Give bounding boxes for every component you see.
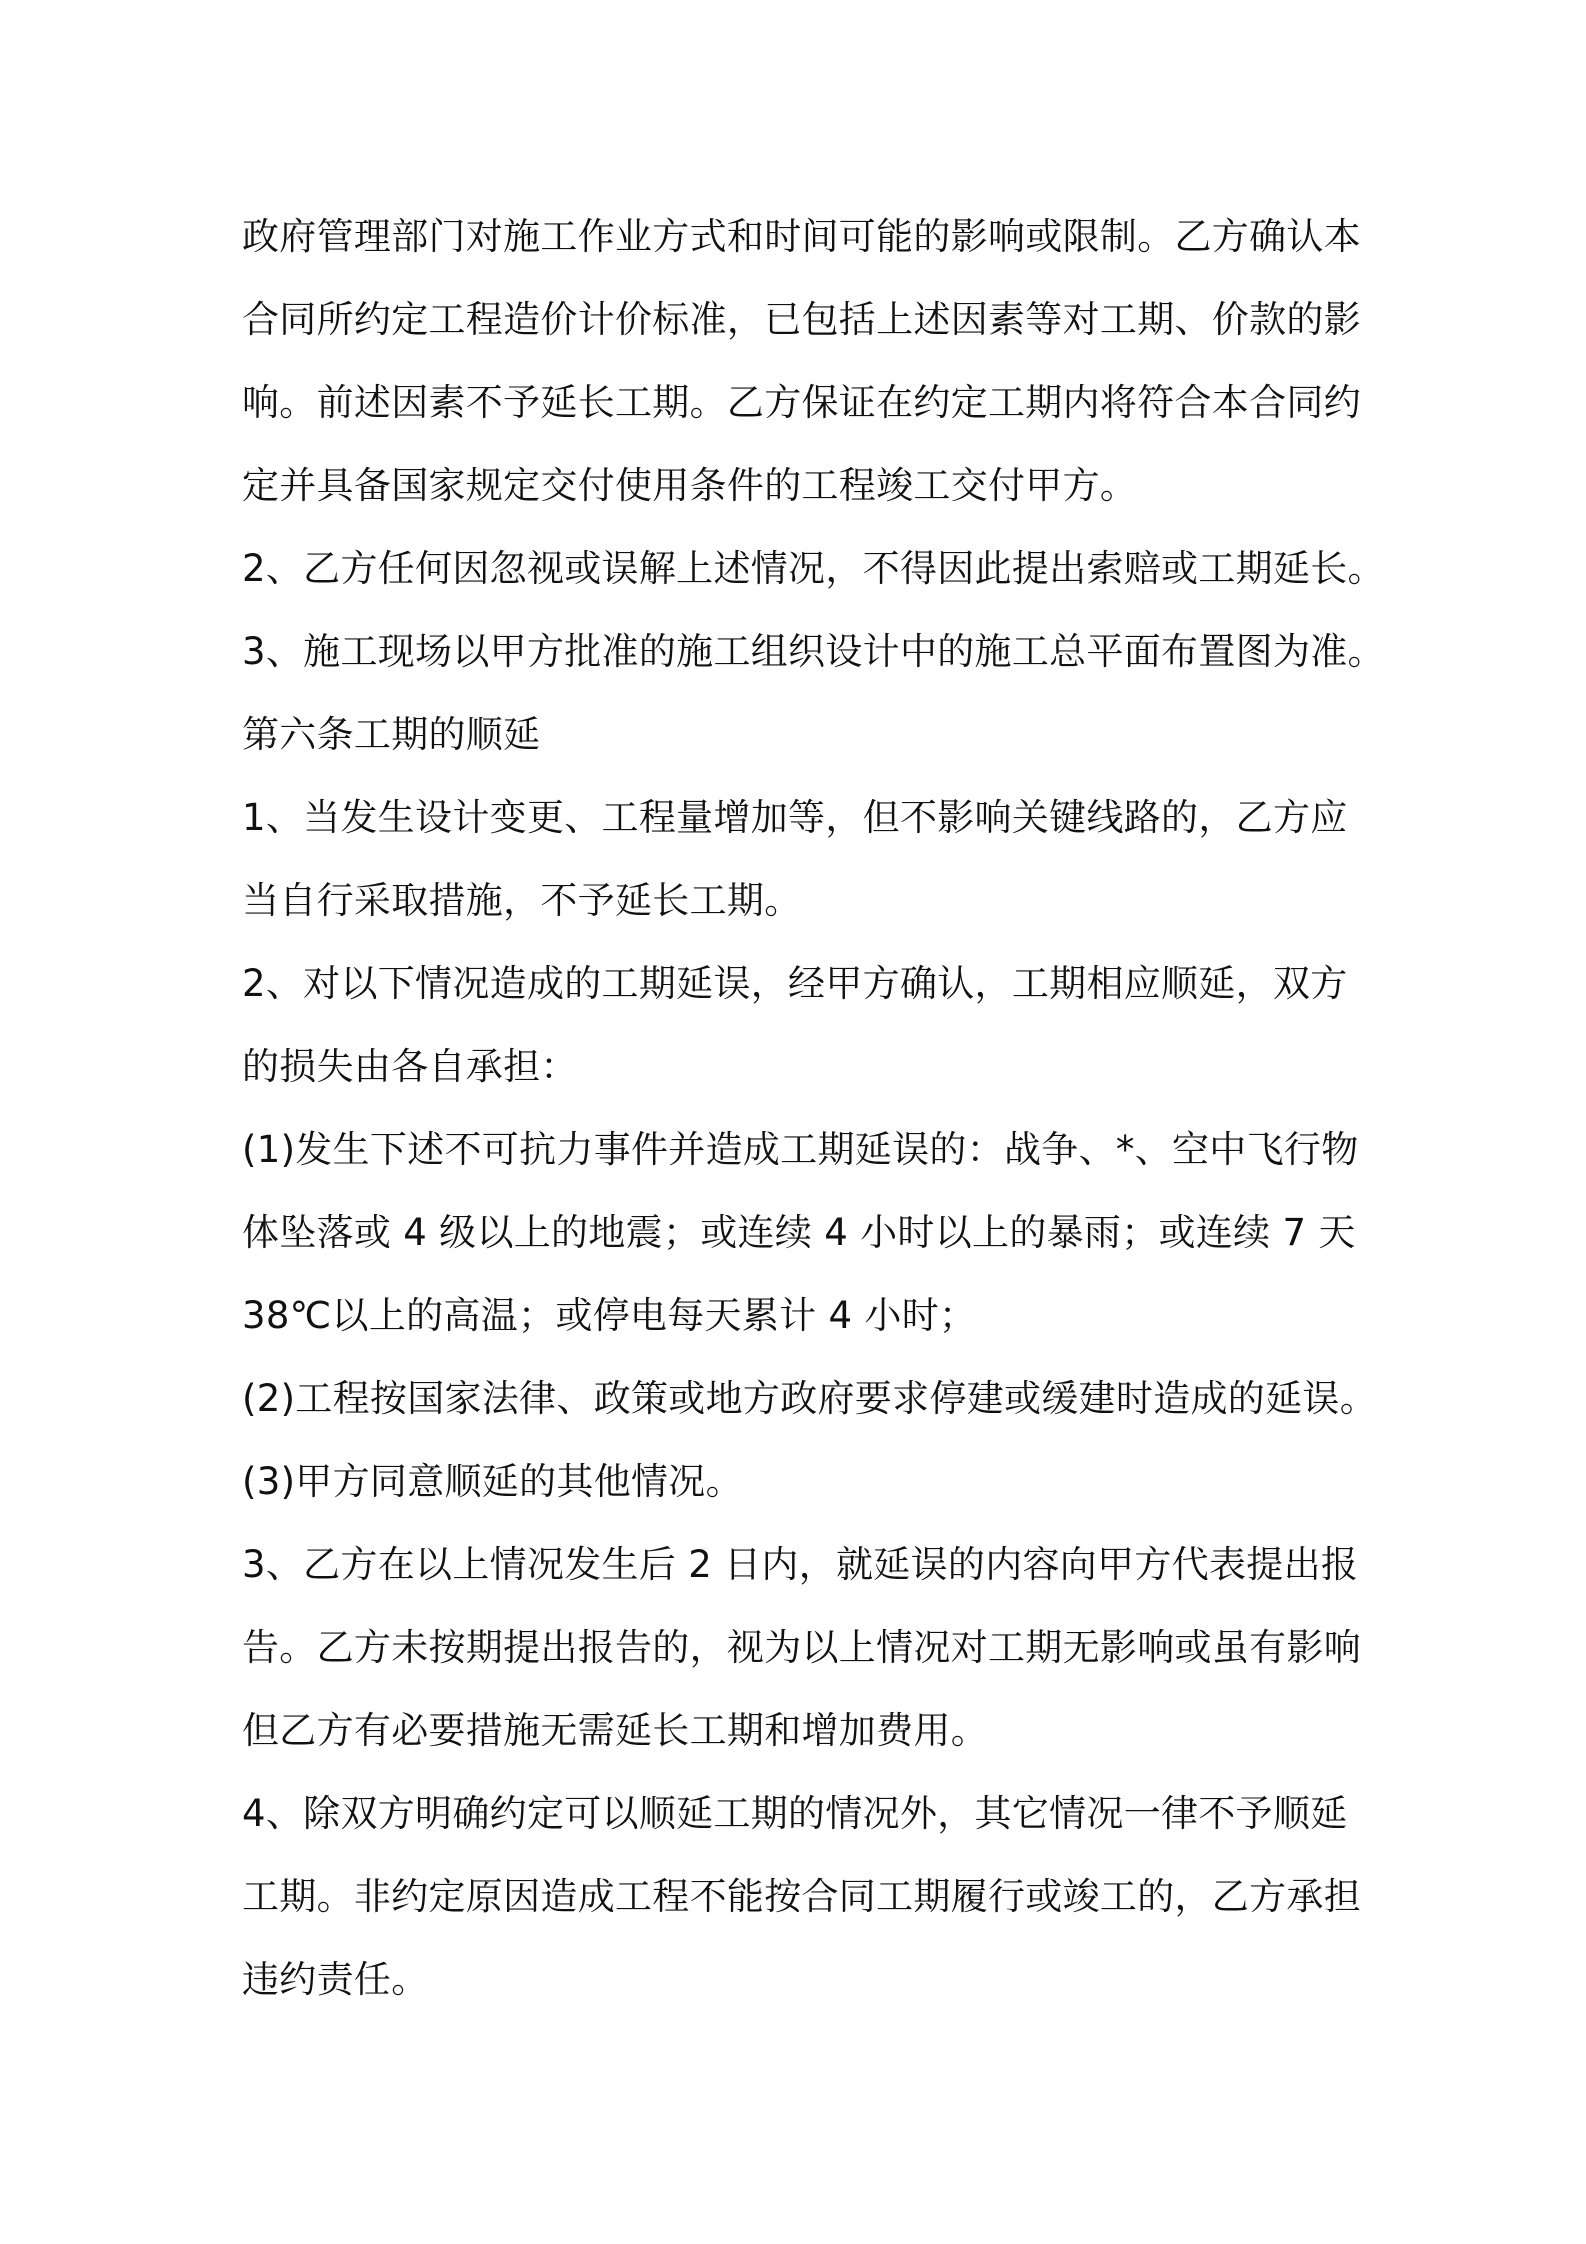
text-line: 38℃以上的高温；或停电每天累计 4 小时； xyxy=(242,1294,977,1337)
text-line: 工期。非约定原因造成工程不能按合同工期履行或竣工的，乙方承担 xyxy=(242,1875,1361,1918)
text-line: 体坠落或 4 级以上的地震；或连续 4 小时以上的暴雨；或连续 7 天 xyxy=(242,1211,1356,1254)
text-line: 4、除双方明确约定可以顺延工期的情况外，其它情况一律不予顺延 xyxy=(242,1792,1348,1835)
text-line: (1)发生下述不可抗力事件并造成工期延误的：战争、*、空中飞行物 xyxy=(242,1128,1359,1171)
text-line: 2、对以下情况造成的工期延误，经甲方确认，工期相应顺延，双方 xyxy=(242,962,1348,1005)
text-line: 定并具备国家规定交付使用条件的工程竣工交付甲方。 xyxy=(242,464,1138,507)
text-line: 2、乙方任何因忽视或误解上述情况，不得因此提出索赔或工期延长。 xyxy=(242,547,1385,590)
text-line: 的损失由各自承担： xyxy=(242,1045,578,1088)
text-line: (2)工程按国家法律、政策或地方政府要求停建或缓建时造成的延误。 xyxy=(242,1377,1378,1420)
text-line: 3、乙方在以上情况发生后 2 日内，就延误的内容向甲方代表提出报 xyxy=(242,1543,1359,1586)
text-line: 当自行采取措施，不予延长工期。 xyxy=(242,879,802,922)
text-line: 1、当发生设计变更、工程量增加等，但不影响关键线路的，乙方应 xyxy=(242,796,1348,839)
text-line: 响。前述因素不予延长工期。乙方保证在约定工期内将符合本合同约 xyxy=(242,381,1361,424)
text-line: 但乙方有必要措施无需延长工期和增加费用。 xyxy=(242,1709,988,1752)
text-line: 违约责任。 xyxy=(242,1958,429,2001)
text-line: (3)甲方同意顺延的其他情况。 xyxy=(242,1460,743,1503)
text-line: 合同所约定工程造价计价标准，已包括上述因素等对工期、价款的影 xyxy=(242,298,1361,341)
text-line: 3、施工现场以甲方批准的施工组织设计中的施工总平面布置图为准。 xyxy=(242,630,1385,673)
section-heading: 第六条工期的顺延 xyxy=(242,713,541,756)
text-line: 政府管理部门对施工作业方式和时间可能的影响或限制。乙方确认本 xyxy=(242,215,1361,258)
text-line: 告。乙方未按期提出报告的，视为以上情况对工期无影响或虽有影响 xyxy=(242,1626,1361,1669)
document-body xyxy=(242,195,1385,2021)
